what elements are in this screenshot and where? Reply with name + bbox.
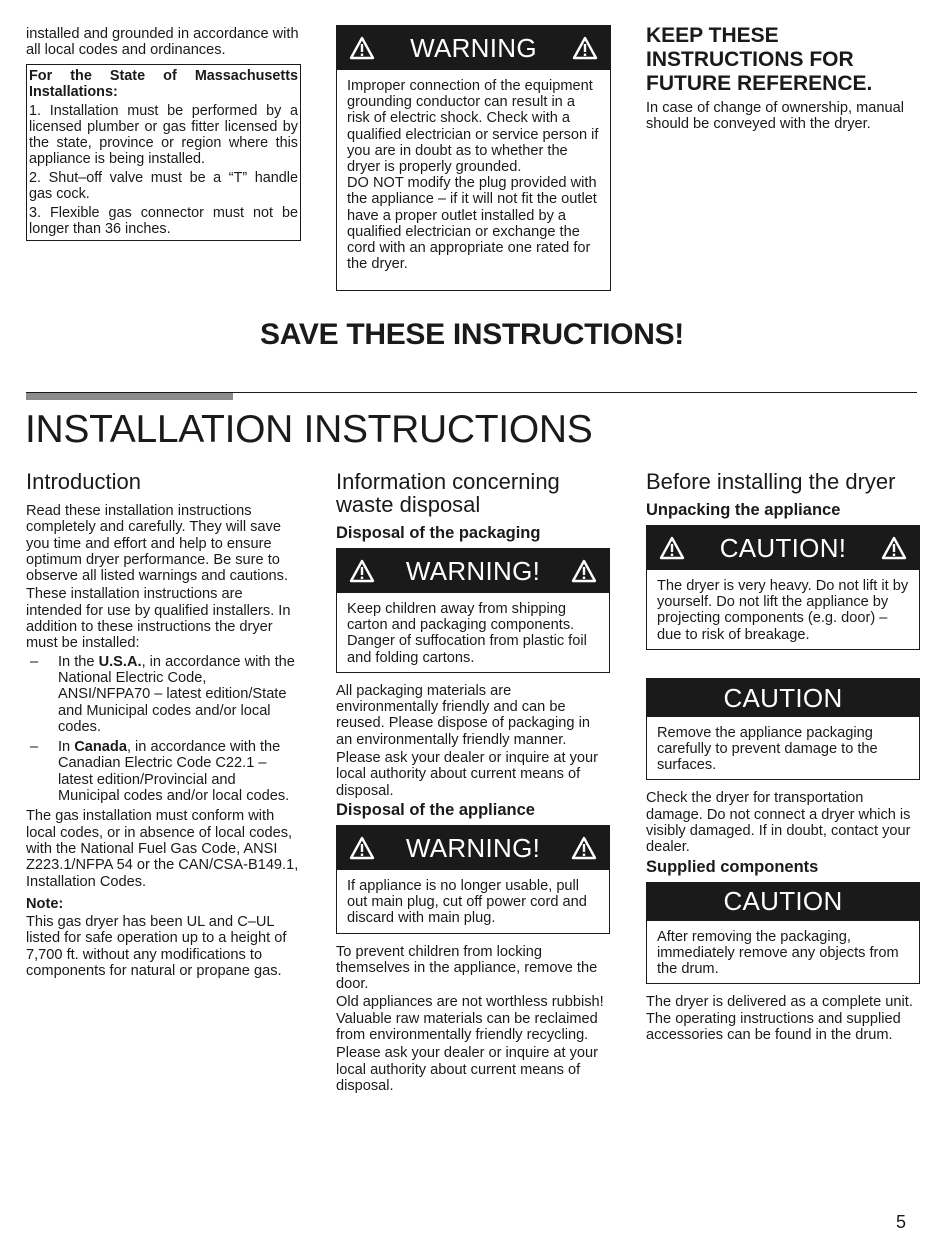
appliance-warning-label: WARNING!	[405, 832, 541, 863]
list-item-text: , in accordance with the Canadian Electric Code C22.1 – latest edition/Provincial and Municipal codes and/or local codes.	[58, 739, 290, 805]
heavy-caution-box	[646, 525, 920, 650]
warning-triangle-icon	[881, 536, 907, 560]
waste-disposal-heading: Information concerning waste disposal	[336, 469, 560, 517]
grounding-warning-label: WARNING	[410, 32, 537, 63]
warning-triangle-icon	[349, 836, 375, 860]
keep-instructions-text: In case of change of ownership, manual should be conveyed with the dryer.	[646, 100, 904, 133]
massachusetts-item-3: 3. Flexible gas connector must not be longer than 36 inches.	[29, 205, 298, 237]
transport-damage-paragraph: Check the dryer for transportation damage. Do not connect a dryer which is visibly damaged. If in doubt, contact your dealer.	[646, 790, 911, 856]
packaging-warning-label: WARNING!	[405, 555, 541, 586]
introduction-paragraph-1: Read these installation instructions completely and carefully. They will save you time and effort and help to ensure optimum dryer performance. Be sure to observe all listed warnings and cautions.	[26, 503, 289, 585]
heavy-caution-label: CAUTION!	[719, 532, 847, 563]
massachusetts-box	[26, 64, 301, 241]
grounding-warning-body	[337, 70, 610, 278]
list-item-text: , in accordance with the National Electric Code, ANSI/NFPA70 – latest edition/State and Municipal codes and/or local codes.	[58, 653, 295, 735]
drum-caution-box	[646, 882, 920, 985]
list-item	[26, 654, 301, 735]
disposal-paragraph-1: To prevent children from locking themselves in the appliance, remove the door.	[336, 943, 598, 993]
massachusetts-heading: For the State of Massachusetts Installations:	[29, 68, 298, 100]
massachusetts-item-2: 2. Shut–off valve must be a “T” handle gas cock.	[29, 170, 298, 202]
column-introduction	[26, 470, 301, 981]
packaging-caution-text: Remove the appliance packaging carefully to prevent damage to the surfaces.	[657, 724, 878, 774]
massachusetts-item-1: 1. Installation must be performed by a licensed plumber or gas fitter licensed by the state, province or region where this appliance is being installed.	[29, 103, 298, 167]
disposal-paragraph-3: Please ask your dealer or inquire at your local authority about current means of disposal.	[336, 1045, 599, 1094]
drum-caution-body	[647, 921, 919, 984]
list-item-country: U.S.A.	[98, 653, 142, 670]
list-item	[26, 739, 301, 804]
warning-triangle-icon	[349, 36, 375, 60]
save-instructions-heading: SAVE THESE INSTRUCTIONS!	[260, 318, 684, 351]
heavy-caution-text: The dryer is very heavy. Do not lift it by yourself. Do not lift the appliance by projecting components (e.g. door) – due to risk of breakage.	[657, 578, 909, 643]
installation-instructions-title: INSTALLATION INSTRUCTIONS	[25, 408, 593, 451]
drum-caution-text: After removing the packaging, immediately remove any objects from the drum.	[657, 928, 899, 978]
packaging-caution-header	[647, 679, 919, 717]
grounding-warning-header	[337, 26, 610, 70]
disposal-paragraph-2: Old appliances are not worthless rubbish! Valuable raw materials can be reclaimed from environmentally friendly recycling.	[336, 994, 604, 1043]
introduction-heading: Introduction	[26, 469, 141, 494]
note-text: This gas dryer has been UL and C–UL listed for safe operation up to a height of 7,700 ft. without any modifications to components for natural or propane gas.	[26, 914, 287, 980]
gas-installation-paragraph: The gas installation must conform with local codes, or in absence of local codes, with the National Fuel Gas Code, ANSI Z223.1/NFPA 54 or the CAN/CSA-B149.1, Installation Codes.	[26, 808, 299, 890]
list-item-country: Canada	[74, 739, 127, 756]
note-label: Note:	[26, 895, 64, 912]
keep-instructions-heading: KEEP THESE INSTRUCTIONS FOR FUTURE REFERENCE.	[646, 24, 873, 95]
keep-instructions	[646, 24, 916, 133]
intro-continuation	[26, 26, 301, 61]
warning-triangle-icon	[659, 536, 685, 560]
before-installing-heading: Before installing the dryer	[646, 469, 896, 494]
grounding-warning-text-1: Improper connection of the equipment grounding conductor can result in a risk of electric shock. Check with a qualified electrician or service person if you are in doubt as to whether the dryer is properly grounded.	[347, 78, 599, 176]
heavy-caution-header	[647, 526, 919, 570]
appliance-warning-text: If appliance is no longer usable, pull out main plug, cut off power cord and discard with main plug.	[347, 877, 587, 927]
drum-caution-header	[647, 883, 919, 921]
grounding-warning-text-2: DO NOT modify the plug provided with the appliance – if it will not fit the outlet have a proper outlet installed by a qualified electrician or exchange the cord with an appropriate one rated for the dryer.	[347, 175, 597, 273]
appliance-disposal-subheading: Disposal of the appliance	[336, 800, 535, 819]
introduction-paragraph-2: These installation instructions are intended for use by qualified installers. In addition to these instructions the dryer must be installed:	[26, 586, 291, 652]
packaging-paragraph-1: All packaging materials are environmentally friendly and can be reused. Please dispose of packaging in an environmentally friendly manner.	[336, 682, 590, 748]
column-waste-disposal	[336, 470, 610, 1096]
drum-caution-label: CAUTION	[723, 886, 843, 917]
packaging-warning-body	[337, 593, 609, 672]
packaging-warning-header	[337, 549, 609, 593]
installation-codes-list	[26, 654, 301, 805]
list-item-text: In	[58, 739, 75, 756]
packaging-warning-text: Keep children away from shipping carton and packaging components. Danger of suffocation from plastic foil and folding cartons.	[347, 601, 587, 666]
grounding-warning-box	[336, 25, 611, 291]
packaging-caution-box	[646, 678, 920, 781]
dash-bullet: –	[30, 653, 39, 670]
packaging-disposal-subheading: Disposal of the packaging	[336, 524, 541, 542]
intro-continuation-text: installed and grounded in accordance with all local codes and ordinances.	[26, 26, 299, 59]
dash-bullet: –	[30, 739, 39, 756]
packaging-paragraph-2: Please ask your dealer or inquire at your local authority about current means of disposal.	[336, 750, 599, 799]
heavy-caution-body	[647, 570, 919, 649]
packaging-caution-label: CAUTION	[723, 682, 843, 713]
appliance-warning-body	[337, 870, 609, 933]
warning-triangle-icon	[349, 559, 375, 583]
warning-triangle-icon	[571, 559, 597, 583]
section-divider-accent	[26, 393, 233, 400]
packaging-caution-body	[647, 717, 919, 780]
list-item-text: In the	[58, 653, 99, 670]
appliance-warning-box	[336, 825, 610, 934]
page-number: 5	[896, 1212, 907, 1232]
delivery-paragraph: The dryer is delivered as a complete unit. The operating instructions and supplied accessories can be found in the drum.	[646, 994, 913, 1043]
appliance-warning-header	[337, 826, 609, 870]
packaging-warning-box	[336, 548, 610, 673]
supplied-components-subheading: Supplied components	[646, 857, 819, 876]
unpacking-subheading: Unpacking the appliance	[646, 501, 841, 519]
warning-triangle-icon	[572, 36, 598, 60]
warning-triangle-icon	[571, 836, 597, 860]
column-before-installing	[646, 470, 920, 1045]
